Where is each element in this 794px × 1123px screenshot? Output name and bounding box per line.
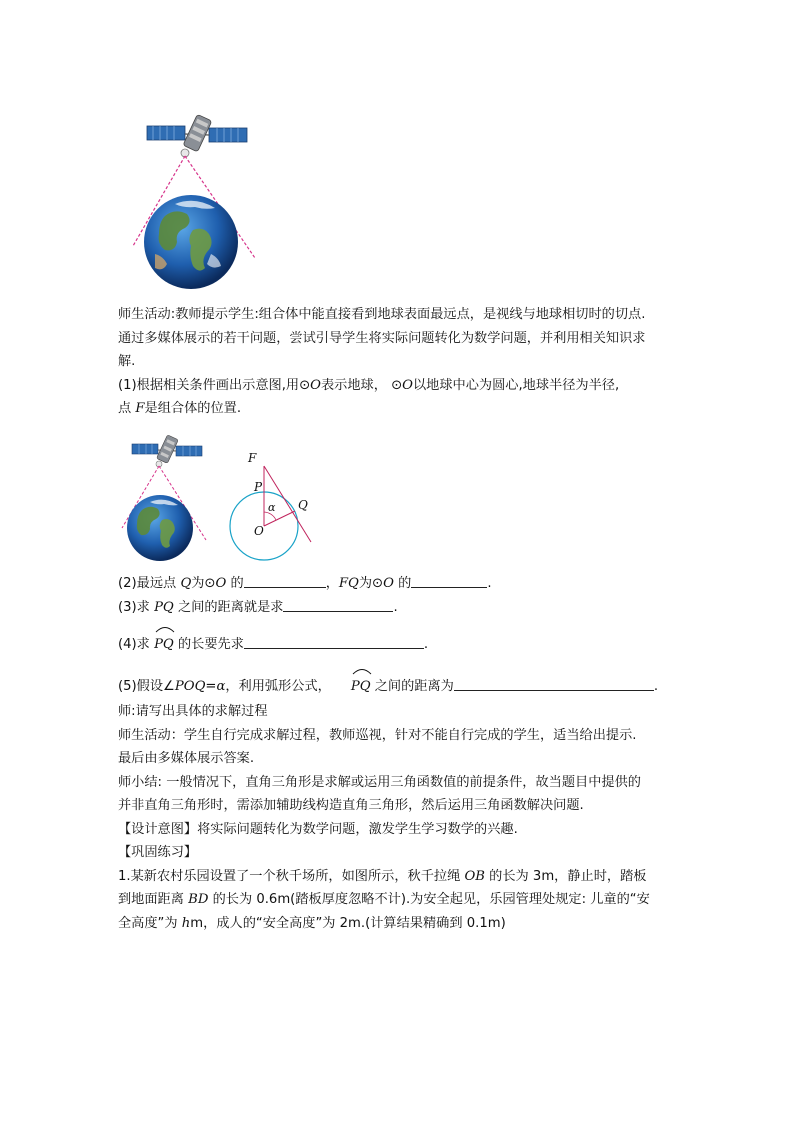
answer-blank[interactable] [244,634,424,649]
practice-heading: 【巩固练习】 [118,845,198,860]
question-1: (1)根据相关条件画出示意图,用⊙O表示地球， ⊙O以地球中心为圆心,地球半径为半径, [118,377,620,393]
answer-blank[interactable] [283,597,393,612]
question-1-cont: 点 F是组合体的位置. [118,401,242,416]
question-4-block [118,633,678,657]
earth-icon [144,195,238,289]
label-alpha: α [268,501,276,514]
teacher-block [118,700,678,935]
answer-blank[interactable] [411,573,487,588]
label-f: F [248,451,257,465]
intro-paragraph [118,303,678,421]
tangent-diagram [224,452,324,564]
answer-blank[interactable] [244,573,326,588]
exercise-1-cont: 到地面距离 BD 的长为 0.6m(踏板厚度忽略不计).为安全起见，乐园管理处规定: 儿童的“安 [118,892,650,907]
summary-line: 师小结: 一般情况下，直角三角形是求解或运用三角函数值的前提条件，故当题目中提供的 [118,774,641,790]
teacher-ask: 师:请写出具体的求解过程 [118,704,268,719]
intro-line: 解. [118,354,136,369]
summary-line: 并非直角三角形时，需添加辅助线构造直角三角形，然后运用三角函数解决问题. [118,798,584,813]
question-3: (3)求 PQ 之间的距离就是求 . [118,596,678,620]
arc-symbol-icon [351,665,373,675]
design-intent: 【设计意图】将实际问题转化为数学问题，激发学生学习数学的兴趣. [118,821,518,837]
satellite-earth-figure [125,104,265,294]
label-p: P [254,480,263,494]
question-5-block [118,675,678,699]
satellite-icon [132,435,202,467]
question-5: (5)假设∠POQ=α，利用弧形公式， PQ 之间的距离为 . [118,675,678,699]
questions-block [118,572,678,619]
activity-line: 最后由多媒体展示答案. [118,751,255,766]
exercise-1: 1.某新农村乐园设置了一个秋千场所，如图所示，秋千拉绳 OB 的长为 3m，静止时，踏板 [118,868,647,884]
satellite-earth-small-figure [118,428,214,564]
question-4: (4)求 PQ 的长要先求 . [118,633,678,657]
arc-symbol-icon [154,623,176,633]
exercise-1-cont: 全高度”为 hm，成人的“安全高度”为 2m.(计算结果精确到 0.1m) [118,915,506,931]
earth-icon [127,495,193,561]
label-o: O [254,524,264,538]
intro-line: 通过多媒体展示的若干问题，尝试引导学生将实际问题转化为数学问题，并利用相关知识求 [118,330,646,346]
label-q: Q [298,498,308,512]
answer-blank[interactable] [454,676,654,691]
question-2: (2)最远点 Q为⊙O 的 ，FQ为⊙O 的 . [118,572,678,596]
satellite-icon [147,114,247,157]
activity-line: 师生活动：学生自行完成求解过程，教师巡视，针对不能自行完成的学生，适当给出提示. [118,727,637,743]
intro-line: 师生活动:教师提示学生:组合体中能直接看到地球表面最远点，是视线与地球相切时的切点. [118,307,646,322]
